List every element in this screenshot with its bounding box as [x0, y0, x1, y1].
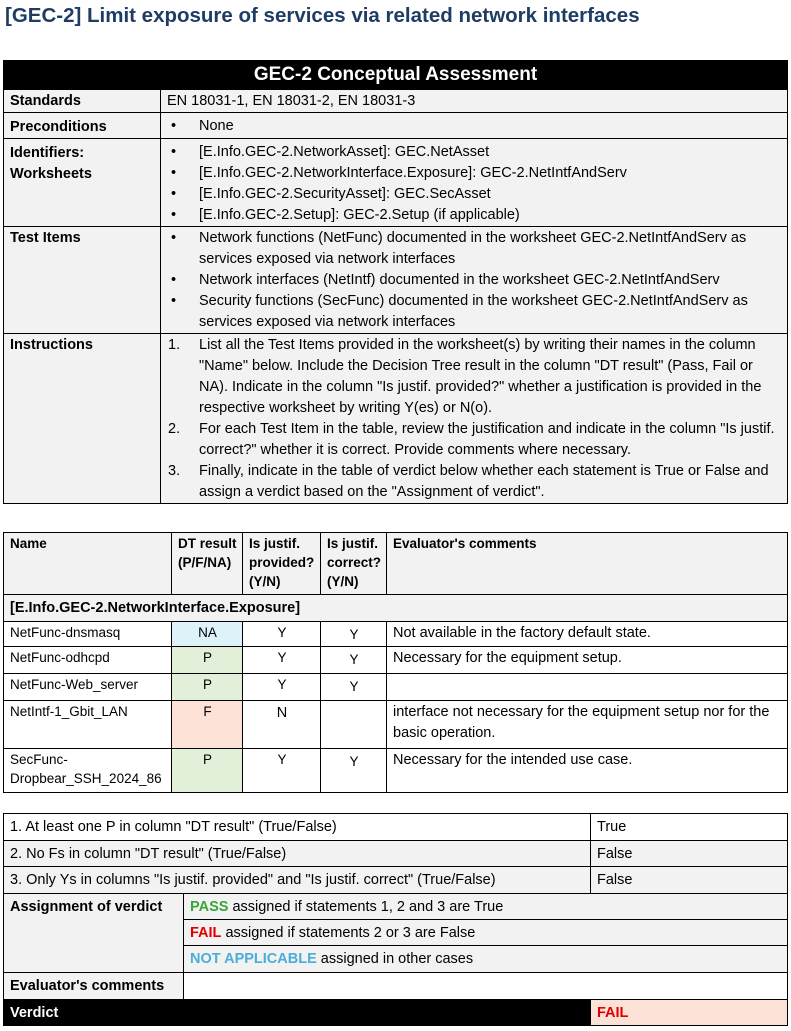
- assessment-table: [3, 60, 788, 504]
- justif-provided-cell: Y: [243, 647, 321, 674]
- table-row: [4, 647, 788, 674]
- instructions-label: Instructions: [4, 334, 161, 504]
- test-item: • Network functions (NetFunc) documented in the worksheet GEC-2.NetIntfAndServ as services exposed via network interfaces: [167, 228, 782, 270]
- assignment-pass: [184, 894, 788, 920]
- header-line: (P/F/NA): [178, 555, 232, 570]
- header-line: DT result: [178, 536, 237, 551]
- assignment-text: assigned if statements 1, 2 and 3 are True: [228, 899, 504, 915]
- identifiers-list: [167, 142, 782, 226]
- instructions-list: [167, 335, 782, 503]
- header-line: Is justif.: [327, 536, 379, 551]
- assignment-text: assigned if statements 2 or 3 are False: [221, 925, 476, 941]
- test-items-list: [167, 228, 782, 333]
- not-applicable-keyword: NOT APPLICABLE: [190, 951, 317, 967]
- statement-value: True: [591, 814, 788, 841]
- test-items-label: Test Items: [4, 227, 161, 334]
- assignment-fail: [184, 920, 788, 946]
- standards-value: EN 18031-1, EN 18031-2, EN 18031-3: [161, 90, 788, 113]
- item-name-line: SecFunc-: [10, 752, 68, 767]
- identifier-item: • [E.Info.GEC-2.NetworkInterface.Exposure]: GEC-2.NetIntfAndServ: [167, 163, 782, 184]
- item-name: NetFunc-dnsmasq: [4, 622, 172, 647]
- col-header-justif-correct: [321, 533, 387, 595]
- verdict-label: Verdict: [4, 1000, 591, 1026]
- preconditions-label: Preconditions: [4, 113, 161, 139]
- justif-provided-cell: Y: [243, 622, 321, 647]
- assignment-label: Assignment of verdict: [4, 894, 184, 973]
- item-name-line: Dropbear_SSH_2024_86: [10, 771, 162, 786]
- assignment-na: [184, 946, 788, 973]
- preconditions-list: [167, 116, 782, 137]
- dt-result-cell: NA: [172, 622, 243, 647]
- identifier-item: • [E.Info.GEC-2.Setup]: GEC-2.Setup (if applicable): [167, 205, 782, 226]
- evaluator-comments-label: Evaluator's comments: [4, 973, 184, 1000]
- comment-cell: Necessary for the equipment setup.: [387, 647, 788, 674]
- dt-result-cell: P: [172, 749, 243, 793]
- col-header-dt-result: [172, 533, 243, 595]
- comment-cell: Necessary for the intended use case.: [387, 749, 788, 793]
- fail-keyword: FAIL: [190, 925, 222, 941]
- item-name: [4, 749, 172, 793]
- justif-provided-cell: Y: [243, 749, 321, 793]
- verdict-table: [3, 813, 788, 1026]
- comment-cell: interface not necessary for the equipment setup nor for the basic operation.: [387, 701, 788, 749]
- assessment-header: GEC-2 Conceptual Assessment: [4, 61, 788, 90]
- comment-cell: Not available in the factory default state.: [387, 622, 788, 647]
- comment-cell: [387, 674, 788, 701]
- dt-result-cell: P: [172, 647, 243, 674]
- dt-result-cell: F: [172, 701, 243, 749]
- instruction-item: For each Test Item in the table, review the justification and indicate in the column "Is justif. correct?" whether it is correct. Provide comments where necessary.: [199, 421, 775, 458]
- statement-text: 3. Only Ys in columns "Is justif. provided" and "Is justif. correct" (True/False): [4, 867, 591, 894]
- statement-text: 2. No Fs in column "DT result" (True/False): [4, 841, 591, 867]
- header-line: (Y/N): [249, 574, 281, 589]
- pass-keyword: PASS: [190, 899, 229, 915]
- test-item: • Security functions (SecFunc) documented in the worksheet GEC-2.NetIntfAndServ as services exposed via network interfaces: [167, 291, 782, 333]
- header-line: (Y/N): [327, 574, 359, 589]
- section-label: [E.Info.GEC-2.NetworkInterface.Exposure]: [4, 595, 788, 622]
- justif-correct-cell: [321, 701, 387, 749]
- header-line: provided?: [249, 555, 315, 570]
- identifiers-label-line: Identifiers:: [10, 145, 85, 161]
- standards-label: Standards: [4, 90, 161, 113]
- justif-provided-cell: Y: [243, 674, 321, 701]
- item-name: NetFunc-Web_server: [4, 674, 172, 701]
- justif-correct-cell: Y: [321, 674, 387, 701]
- justif-correct-cell: Y: [321, 749, 387, 793]
- instruction-item: List all the Test Items provided in the worksheet(s) by writing their names in the column "Name" below. Include the Decision Tree result in the column "DT result" (Pass, Fail or NA). Indicate in the column "Is justif. provided?" whether a justification is provided in the respective worksheet by writing Y(es) or N(o).: [199, 337, 762, 416]
- col-header-justif-provided: [243, 533, 321, 595]
- statement-value: False: [591, 867, 788, 894]
- test-item: • Network interfaces (NetIntf) documented in the worksheet GEC-2.NetIntfAndServ: [167, 270, 782, 291]
- table-row: [4, 674, 788, 701]
- header-line: Is justif.: [249, 536, 301, 551]
- statement-row: [4, 841, 788, 867]
- item-name: NetFunc-odhcpd: [4, 647, 172, 674]
- worksheets-label-line: Worksheets: [10, 166, 92, 182]
- table-row: [4, 622, 788, 647]
- table-row: [4, 701, 788, 749]
- justif-correct-cell: Y: [321, 622, 387, 647]
- page-title: [GEC-2] Limit exposure of services via related network interfaces: [5, 4, 640, 27]
- assignment-text: assigned in other cases: [316, 951, 474, 967]
- justif-provided-cell: N: [243, 701, 321, 749]
- header-line: correct?: [327, 555, 382, 570]
- col-header-name: Name: [4, 533, 172, 595]
- statement-row: [4, 867, 788, 894]
- identifiers-label: [4, 139, 161, 227]
- test-items-table: [3, 532, 788, 793]
- preconditions-item: • None: [167, 116, 782, 137]
- statement-row: [4, 814, 788, 841]
- identifier-item: • [E.Info.GEC-2.NetworkAsset]: GEC.NetAsset: [167, 142, 782, 163]
- justif-correct-cell: Y: [321, 647, 387, 674]
- evaluator-comments-value: [184, 973, 788, 1000]
- verdict-value: FAIL: [591, 1000, 788, 1026]
- identifier-item: • [E.Info.GEC-2.SecurityAsset]: GEC.SecAsset: [167, 184, 782, 205]
- item-name: NetIntf-1_Gbit_LAN: [4, 701, 172, 749]
- table-row: [4, 749, 788, 793]
- instruction-item: Finally, indicate in the table of verdict below whether each statement is True or False and assign a verdict based on the "Assignment of verdict".: [199, 463, 769, 500]
- col-header-comments: Evaluator's comments: [387, 533, 788, 595]
- dt-result-cell: P: [172, 674, 243, 701]
- statement-value: False: [591, 841, 788, 867]
- statement-text: 1. At least one P in column "DT result" (True/False): [4, 814, 591, 841]
